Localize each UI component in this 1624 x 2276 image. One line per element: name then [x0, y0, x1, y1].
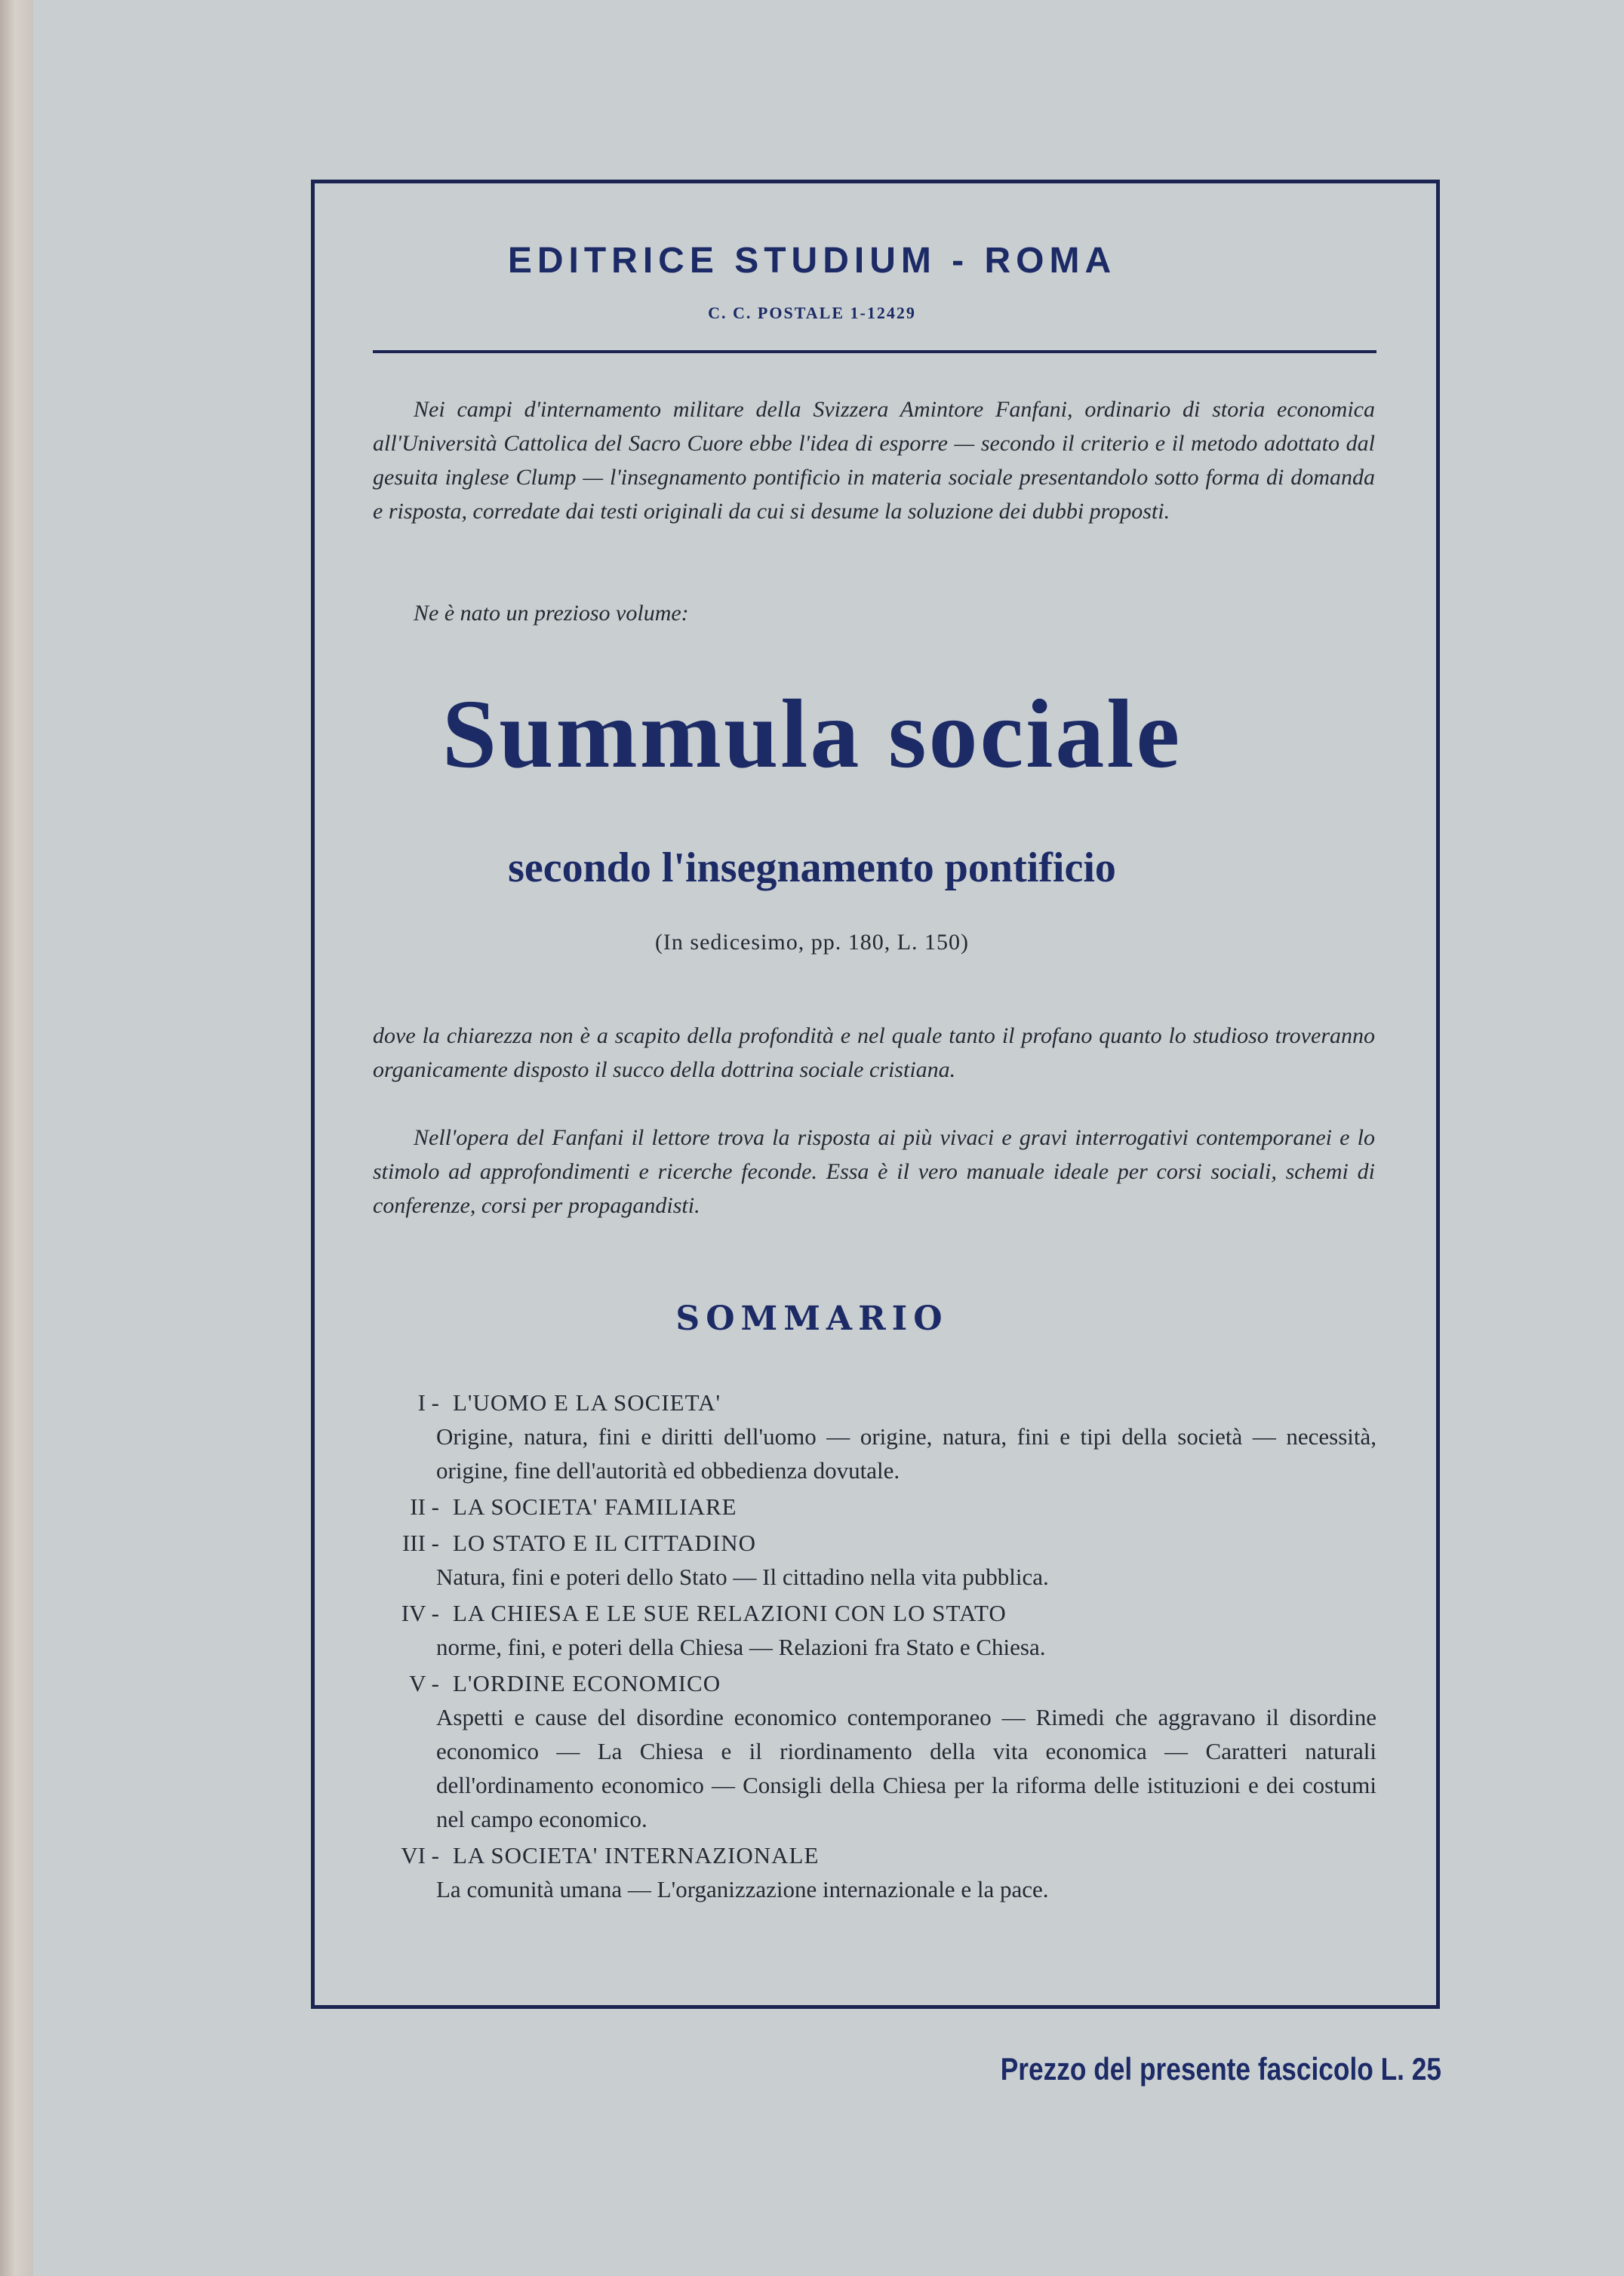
toc-chapter-description: norme, fini, e poteri della Chiesa — Relazioni fra Stato e Chiesa. [436, 1634, 1046, 1660]
toc-chapter-description: La comunità umana — L'organizzazione internazionale e la pace. [436, 1876, 1049, 1902]
description-paragraph-2: Nell'opera del Fanfani il lettore trova la risposta ai più vivaci e gravi interrogativi contemporanei e lo stimolo ad approfondimenti e ricerche feconde. Essa è il vero manuale ideale per corsi sociali, schemi di conferenze, corsi per propagandisti. [373, 1125, 1375, 1218]
intro-lead-in: Ne è nato un prezioso volume: [414, 601, 689, 626]
book-title: Summula sociale [441, 680, 1183, 789]
toc-chapter-title: L'ORDINE ECONOMICO [453, 1670, 721, 1696]
toc-chapter-number: I - [417, 1389, 439, 1416]
toc-chapter-6 [373, 1838, 1376, 1906]
toc-chapter-5 [373, 1666, 1376, 1836]
toc-chapter-title: LA CHIESA E LE SUE RELAZIONI CON LO STATO [453, 1600, 1007, 1626]
toc-chapter-title: LA SOCIETA' INTERNAZIONALE [453, 1842, 820, 1868]
header-divider [373, 350, 1376, 353]
toc-chapter-number: II - [410, 1493, 439, 1520]
toc-chapter-number: III - [401, 1530, 439, 1556]
table-of-contents [373, 1386, 1376, 1906]
toc-chapter-description: Aspetti e cause del disordine economico contemporaneo — Rimedi che aggravano il disordine economico — La Chiesa e il riordinamento della vita economica — Caratteri naturali dell'ordinamento economico — Consigli della Chiesa per la riforma delle istituzioni e dei costumi nel campo economico. [436, 1704, 1376, 1832]
toc-chapter-number: IV - [401, 1600, 439, 1626]
toc-chapter-number: V - [409, 1670, 439, 1696]
toc-chapter-title: LA SOCIETA' FAMILIARE [453, 1493, 737, 1520]
description-paragraph-1: dove la chiarezza non è a scapito della profondità e nel quale tanto il profano quanto lo studioso troveranno organicamente disposto il succo della dottrina sociale cristiana. [373, 1023, 1375, 1082]
publisher-name: EDITRICE STUDIUM - ROMA [507, 241, 1117, 281]
toc-chapter-number: VI - [401, 1842, 439, 1868]
summary-heading: SOMMARIO [675, 1299, 949, 1338]
page-binding-edge [0, 0, 33, 2276]
toc-chapter-3 [373, 1526, 1376, 1594]
toc-chapter-description: Origine, natura, fini e diritti dell'uomo — origine, natura, fini e tipi della società — necessità, origine, fine dell'autorità ed obbedienza dovutale. [436, 1423, 1376, 1484]
toc-chapter-4 [373, 1596, 1376, 1664]
postal-account: C. C. POSTALE 1-12429 [708, 303, 916, 322]
toc-chapter-description: Natura, fini e poteri dello Stato — Il cittadino nella vita pubblica. [436, 1564, 1049, 1590]
issue-price: Prezzo del presente fascicolo L. 25 [1000, 2051, 1441, 2087]
toc-chapter-1 [373, 1386, 1376, 1487]
toc-chapter-title: LO STATO E IL CITTADINO [453, 1530, 757, 1556]
book-subtitle: secondo l'insegnamento pontificio [508, 844, 1116, 891]
intro-paragraph: Nei campi d'internamento militare della Svizzera Amintore Fanfani, ordinario di storia economica all'Università Cattolica del Sacro Cuore ebbe l'idea di esporre — secondo il criterio e il metodo adottato dal gesuita inglese Clump — l'insegnamento pontificio in materia sociale presentandolo sotto forma di domanda e risposta, corredate dai testi originali da cui si desume la soluzione dei dubbi proposti. [373, 397, 1375, 524]
toc-chapter-title: L'UOMO E LA SOCIETA' [453, 1389, 721, 1416]
toc-chapter-2 [373, 1490, 1376, 1524]
book-format: (In sedicesimo, pp. 180, L. 150) [654, 930, 970, 955]
